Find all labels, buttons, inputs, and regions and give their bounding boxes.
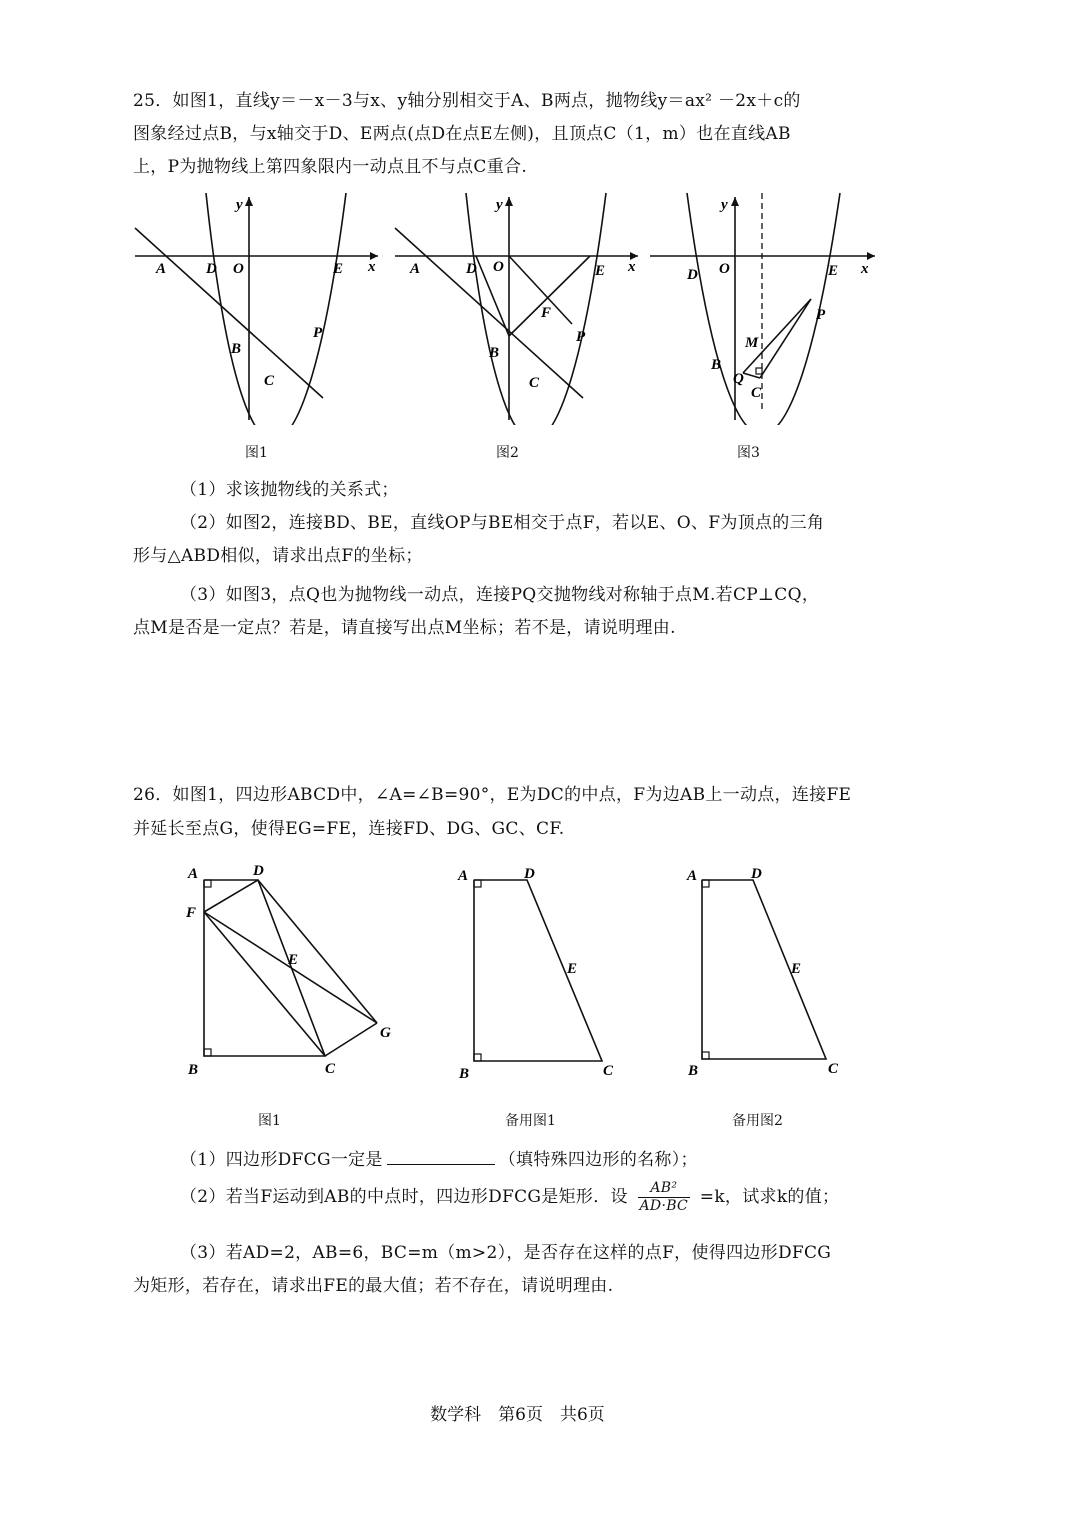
- label-f: F: [541, 305, 552, 321]
- segment-cp: [760, 299, 811, 378]
- q26-line-1: 26．如图1，四边形ABCD中，∠A=∠B=90°，E为DC的中点，F为边AB上一动点，连接FE: [133, 785, 852, 805]
- label-m: M: [745, 335, 759, 351]
- segment-gc: [325, 1023, 377, 1056]
- q26-sub-1-prefix: （1）四边形DFCG一定是: [180, 1150, 383, 1170]
- label-f: F: [186, 905, 197, 921]
- label-o: O: [493, 259, 504, 275]
- quadrilateral-abcd: [204, 880, 325, 1056]
- q26-sub-2-suffix: =k，试求k的值；: [699, 1187, 840, 1207]
- label-d: D: [687, 267, 698, 283]
- line-ab: [135, 228, 323, 398]
- label-e: E: [288, 952, 299, 968]
- q25-sub-3-a: （3）如图3，点Q也为抛物线一动点，连接PQ交抛物线对称轴于点M.若CP⊥CQ，: [180, 585, 820, 605]
- q25-sub-2-b: 形与△ABD相似，请求出点F的坐标；: [133, 546, 423, 566]
- right-angle-b: [702, 1052, 709, 1059]
- q25-line-1: 25．如图1，直线y＝－x－3与x、y轴分别相交于A、B两点，抛物线y＝ax² －2x＋c的: [133, 91, 801, 111]
- fraction-denominator: AD·BC: [639, 1198, 689, 1214]
- q25-line-3: 上，P为抛物线上第四象限内一动点且不与点C重合.: [133, 157, 528, 177]
- label-b: B: [711, 357, 722, 373]
- label-e: E: [333, 261, 344, 277]
- label-y: y: [236, 197, 243, 213]
- q25-figure-1: [130, 185, 385, 425]
- q25-caption-1: 图1: [245, 445, 268, 461]
- q26-sub-1: [180, 1145, 698, 1170]
- label-b: B: [231, 341, 242, 357]
- label-y: y: [721, 197, 728, 213]
- label-o: O: [719, 261, 730, 277]
- right-angle-mark: [756, 368, 762, 374]
- q26-sub-1-suffix: （填特殊四边形的名称）；: [498, 1150, 698, 1170]
- label-e: E: [595, 263, 606, 279]
- q26-sub-3-b: 为矩形，若存在，请求出FE的最大值；若不存在，请说明理由.: [133, 1276, 614, 1296]
- label-x: x: [861, 261, 869, 277]
- label-x: x: [368, 259, 376, 275]
- right-angle-b: [474, 1054, 481, 1061]
- k-fraction: [638, 1180, 691, 1215]
- label-d: D: [751, 866, 762, 882]
- segment-fd: [204, 880, 258, 912]
- q25-line-2: 图象经过点B，与x轴交于D、E两点(点D在点E左侧)，且顶点C（1，m）也在直线AB: [133, 124, 791, 144]
- q26-caption-3: 备用图2: [732, 1113, 783, 1129]
- label-d: D: [524, 866, 535, 882]
- segment-fc: [204, 912, 325, 1056]
- q26-sub-3-a: （3）若AD=2，AB=6，BC=m（m>2），是否存在这样的点F，使得四边形DFCG: [180, 1243, 832, 1263]
- label-q: Q: [733, 371, 744, 387]
- label-b: B: [489, 345, 500, 361]
- answer-blank[interactable]: [387, 1150, 495, 1165]
- q26-figure-1: [180, 855, 410, 1095]
- label-b: B: [688, 1063, 699, 1079]
- page-footer: 数学科 第6页 共6页: [430, 1405, 605, 1425]
- label-g: G: [380, 1025, 391, 1041]
- label-p: P: [816, 307, 826, 323]
- label-e: E: [791, 961, 802, 977]
- q25-figure-3: [645, 185, 885, 425]
- label-y: y: [496, 197, 503, 213]
- label-p: P: [313, 325, 323, 341]
- label-c: C: [751, 385, 762, 401]
- label-d: D: [253, 863, 264, 879]
- q26-backup-figure-1: [450, 855, 630, 1095]
- fraction-numerator: AB²: [638, 1180, 691, 1198]
- label-c: C: [828, 1061, 839, 1077]
- q25-sub-3-b: 点M是否是一定点？若是，请直接写出点M坐标；若不是，请说明理由.: [133, 618, 676, 638]
- q25-sub-2-a: （2）如图2，连接BD、BE，直线OP与BE相交于点F，若以E、O、F为顶点的三角: [180, 513, 825, 533]
- line-ab: [395, 228, 583, 398]
- label-d: D: [206, 261, 217, 277]
- q25-sub-1: （1）求该抛物线的关系式；: [180, 480, 399, 500]
- label-e: E: [567, 961, 578, 977]
- label-b: B: [188, 1062, 199, 1078]
- parabola: [206, 193, 346, 425]
- q25-figure-2: [390, 185, 645, 425]
- q26-sub-2: [180, 1180, 839, 1215]
- label-x: x: [628, 259, 636, 275]
- quadrilateral-abcd: [474, 880, 602, 1061]
- right-angle-a: [204, 880, 211, 887]
- right-angle-a: [474, 880, 481, 887]
- right-angle-b: [204, 1049, 211, 1056]
- q25-caption-3: 图3: [737, 445, 760, 461]
- q25-caption-2: 图2: [496, 445, 519, 461]
- quadrilateral-abcd: [702, 880, 826, 1059]
- label-c: C: [325, 1061, 336, 1077]
- q26-caption-1: 图1: [258, 1113, 281, 1129]
- q26-backup-figure-2: [678, 855, 858, 1095]
- q26-caption-2: 备用图1: [505, 1113, 556, 1129]
- label-o: O: [233, 261, 244, 277]
- label-c: C: [603, 1063, 614, 1079]
- label-a: A: [188, 866, 199, 882]
- label-a: A: [156, 261, 167, 277]
- right-angle-a: [702, 880, 709, 887]
- label-c: C: [264, 373, 275, 389]
- label-d: D: [466, 261, 477, 277]
- label-c: C: [529, 375, 540, 391]
- label-a: A: [458, 868, 469, 884]
- label-a: A: [410, 261, 421, 277]
- segment-dg: [258, 880, 377, 1023]
- label-e: E: [828, 263, 839, 279]
- label-b: B: [459, 1066, 470, 1082]
- label-p: P: [576, 329, 586, 345]
- q26-line-2: 并延长至点G，使得EG=FE，连接FD、DG、GC、CF.: [133, 819, 565, 839]
- label-a: A: [687, 868, 698, 884]
- q26-sub-2-prefix: （2）若当F运动到AB的中点时，四边形DFCG是矩形．设: [180, 1187, 628, 1207]
